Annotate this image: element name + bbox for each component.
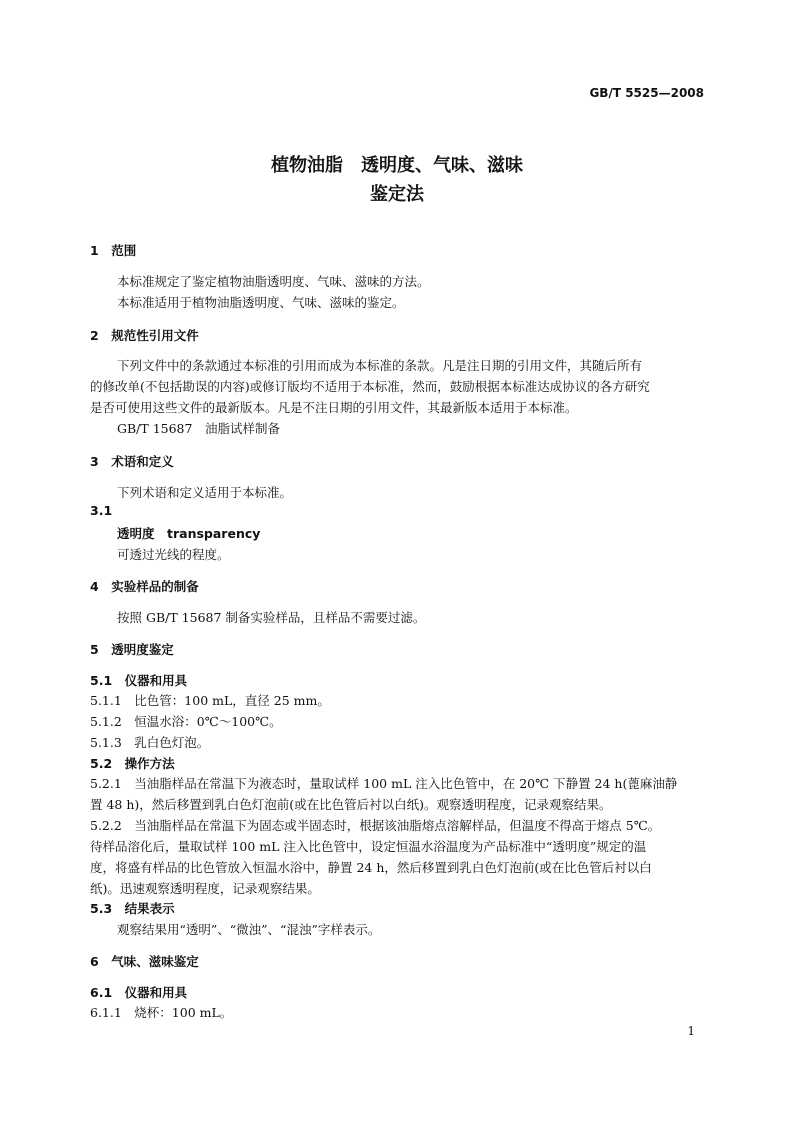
paragraph-line: 按照 GB/T 15687 制备实验样品，且样品不需要过滤。 [117, 610, 426, 625]
subsection-heading: 6.1 仪器和用具 [90, 985, 188, 1000]
section-heading-3: 3 术语和定义 [90, 454, 174, 469]
paragraph-line: 纸)。迅速观察透明程度，记录观察结果。 [90, 881, 320, 896]
paragraph-line: 5.2.1 当油脂样品在常温下为液态时，量取试样 100 mL 注入比色管中，在 20℃ 下静置 24 h(蓖麻油静 [90, 776, 678, 791]
section-heading-4: 4 实验样品的制备 [90, 579, 199, 594]
section-heading-5: 5 透明度鉴定 [90, 642, 174, 657]
section-heading-2: 2 规范性引用文件 [90, 328, 199, 343]
list-item: 5.1.1 比色管：100 mL，直径 25 mm。 [90, 693, 330, 708]
paragraph-line: 置 48 h)，然后移置到乳白色灯泡前(或在比色管后衬以白纸)。观察透明程度，记录观察结果。 [90, 797, 612, 812]
paragraph-line: 是否可使用这些文件的最新版本。凡是不注日期的引用文件，其最新版本适用于本标准。 [90, 400, 578, 415]
page-number: 1 [687, 1024, 695, 1038]
list-item: 5.1.2 恒温水浴：0℃～100℃。 [90, 714, 282, 729]
paragraph-line: 本标准适用于植物油脂透明度、气味、滋味的鉴定。 [117, 295, 405, 310]
paragraph-line: 下列术语和定义适用于本标准。 [117, 485, 293, 500]
paragraph-line: 下列文件中的条款通过本标准的引用而成为本标准的条款。凡是注日期的引用文件，其随后所有 [117, 358, 643, 373]
section-heading-1: 1 范围 [90, 243, 137, 258]
standard-number: GB/T 5525—2008 [589, 86, 704, 100]
reference-entry: GB/T 15687 油脂试样制备 [117, 421, 280, 436]
paragraph-line: 观察结果用“透明”、“微浊”、“混浊”字样表示。 [117, 922, 381, 937]
term-heading: 透明度 transparency [117, 526, 261, 541]
list-item: 5.1.3 乳白色灯泡。 [90, 735, 210, 750]
clause-number: 3.1 [90, 503, 113, 518]
document-title: 植物油脂 透明度、气味、滋味 [271, 155, 523, 176]
document-title-line2: 鉴定法 [370, 184, 424, 205]
subsection-heading: 5.2 操作方法 [90, 756, 175, 771]
paragraph-line: 待样品溶化后，量取试样 100 mL 注入比色管中，设定恒温水浴温度为产品标准中“透明度”规定的温 [90, 839, 647, 854]
paragraph-line: 本标准规定了鉴定植物油脂透明度、气味、滋味的方法。 [117, 274, 430, 289]
subsection-heading: 5.1 仪器和用具 [90, 673, 188, 688]
paragraph-line: 的修改单(不包括勘误的内容)或修订版均不适用于本标准，然而，鼓励根据本标准达成协议的各方研究 [90, 379, 650, 394]
term-definition: 可透过光线的程度。 [117, 547, 230, 562]
paragraph-line: 5.2.2 当油脂样品在常温下为固态或半固态时，根据该油脂熔点溶解样品，但温度不得高于熔点 5℃。 [90, 818, 661, 833]
subsection-heading: 5.3 结果表示 [90, 901, 175, 916]
section-heading-6: 6 气味、滋味鉴定 [90, 954, 199, 969]
list-item: 6.1.1 烧杯：100 mL。 [90, 1005, 233, 1020]
paragraph-line: 度，将盛有样品的比色管放入恒温水浴中，静置 24 h，然后移置到乳白色灯泡前(或在比色管后衬以白 [90, 860, 652, 875]
